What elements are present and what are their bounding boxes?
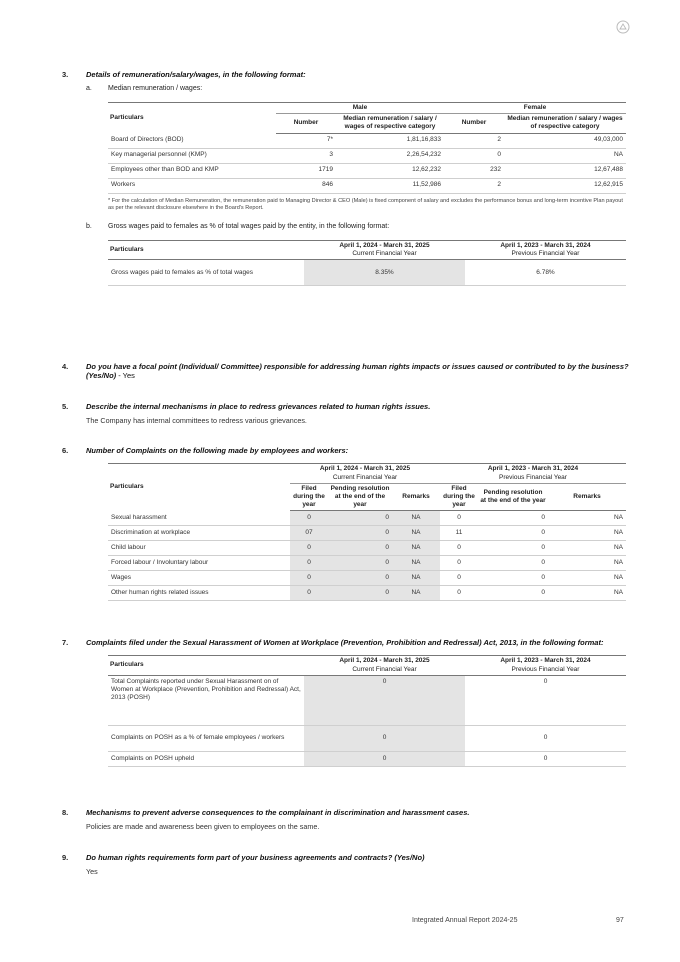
previous-fy-sub: Previous Financial Year bbox=[511, 250, 580, 258]
current-remarks: NA bbox=[392, 526, 440, 541]
current-filed: 0 bbox=[290, 511, 328, 526]
previous-filed: 0 bbox=[440, 541, 478, 556]
col-current-fy bbox=[290, 464, 440, 483]
question-number: 8. bbox=[62, 808, 69, 817]
sub-label: a. bbox=[86, 85, 92, 93]
current-filed: 0 bbox=[290, 541, 328, 556]
current-pending: 0 bbox=[328, 526, 392, 541]
female-number: 232 bbox=[444, 163, 504, 178]
current-filed: 0 bbox=[290, 556, 328, 571]
current-fy-sub: Current Financial Year bbox=[352, 250, 417, 258]
col-previous-fy bbox=[465, 656, 626, 675]
question-number: 7. bbox=[62, 638, 69, 647]
row-name: Key managerial personnel (KMP) bbox=[108, 148, 276, 163]
col-filed: Filed during the year bbox=[440, 483, 478, 510]
table-row bbox=[108, 148, 626, 163]
question-text bbox=[86, 362, 630, 381]
current-pending: 0 bbox=[328, 586, 392, 601]
col-pending: Pending resolution at the end of the year bbox=[478, 483, 548, 510]
previous-remarks: NA bbox=[548, 511, 626, 526]
current-fy-label: April 1, 2024 - March 31, 2025 bbox=[339, 241, 430, 249]
question-text: Describe the internal mechanisms in place to redress grievances related to human rights issues. bbox=[86, 402, 431, 411]
current-filed: 0 bbox=[290, 571, 328, 586]
previous-fy-sub: Previous Financial Year bbox=[499, 473, 567, 481]
col-previous-fy bbox=[440, 464, 626, 483]
female-number: 2 bbox=[444, 133, 504, 148]
table-row bbox=[108, 675, 626, 725]
previous-remarks: NA bbox=[548, 541, 626, 556]
current-fy-label: April 1, 2024 - March 31, 2025 bbox=[319, 465, 411, 473]
female-median: 49,03,000 bbox=[504, 133, 626, 148]
col-female-median: Median remuneration / salary / wages of respective category bbox=[504, 114, 626, 133]
section-7 bbox=[62, 638, 630, 767]
col-remarks: Remarks bbox=[548, 483, 626, 510]
row-name: Gross wages paid to females as % of total wages bbox=[108, 260, 304, 286]
question-number: 3. bbox=[62, 70, 69, 79]
table-row bbox=[108, 511, 626, 526]
col-male: Male bbox=[276, 103, 444, 114]
previous-filed: 0 bbox=[440, 586, 478, 601]
previous-filed: 11 bbox=[440, 526, 478, 541]
current-value: 0 bbox=[304, 725, 465, 751]
current-pending: 0 bbox=[328, 541, 392, 556]
question-body: Do you have a focal point (Individual/ Committee) responsible for addressing human rights impacts or issues caused or contributed to by the business? (Yes/No) bbox=[86, 362, 629, 381]
current-value: 0 bbox=[304, 675, 465, 725]
gross-wages-table bbox=[108, 240, 626, 286]
question-text: Number of Complaints on the following made by employees and workers: bbox=[86, 446, 349, 455]
sub-text: Median remuneration / wages: bbox=[108, 85, 203, 93]
table-row bbox=[108, 260, 626, 286]
section-8 bbox=[62, 808, 630, 831]
col-pending: Pending resolution at the end of the year bbox=[328, 483, 392, 510]
previous-pending: 0 bbox=[478, 541, 548, 556]
question-text: Mechanisms to prevent adverse consequences to the complainant in discrimination and harassment cases. bbox=[86, 808, 470, 817]
row-name: Board of Directors (BOD) bbox=[108, 133, 276, 148]
table-row bbox=[108, 556, 626, 571]
previous-pending: 0 bbox=[478, 526, 548, 541]
previous-remarks: NA bbox=[548, 526, 626, 541]
posh-complaints-table bbox=[108, 655, 626, 766]
previous-pending: 0 bbox=[478, 511, 548, 526]
row-name: Other human rights related issues bbox=[108, 586, 290, 601]
answer-text: The Company has internal committees to redress various grievances. bbox=[86, 416, 307, 426]
previous-pending: 0 bbox=[478, 586, 548, 601]
sub-text: Gross wages paid to females as % of total wages paid by the entity, in the following format: bbox=[108, 223, 390, 231]
female-median: 12,67,488 bbox=[504, 163, 626, 178]
current-filed: 07 bbox=[290, 526, 328, 541]
col-previous-fy bbox=[465, 240, 626, 259]
question-number: 9. bbox=[62, 853, 69, 862]
male-median: 2,26,54,232 bbox=[336, 148, 444, 163]
male-number: 1719 bbox=[276, 163, 336, 178]
section-6 bbox=[62, 446, 630, 601]
answer-text: Policies are made and awareness been given to employees on the same. bbox=[86, 822, 320, 832]
col-current-fy bbox=[304, 240, 465, 259]
current-value: 8.35% bbox=[304, 260, 465, 286]
question-number: 6. bbox=[62, 446, 69, 455]
previous-value: 0 bbox=[465, 751, 626, 766]
female-number: 0 bbox=[444, 148, 504, 163]
row-name: Complaints on POSH as a % of female employees / workers bbox=[108, 725, 304, 751]
previous-pending: 0 bbox=[478, 556, 548, 571]
previous-filed: 0 bbox=[440, 511, 478, 526]
col-particulars: Particulars bbox=[108, 103, 276, 133]
table-row bbox=[108, 526, 626, 541]
table-row bbox=[108, 178, 626, 193]
current-remarks: NA bbox=[392, 586, 440, 601]
current-remarks: NA bbox=[392, 556, 440, 571]
table-row bbox=[108, 133, 626, 148]
previous-fy-label: April 1, 2023 - March 31, 2024 bbox=[487, 465, 579, 473]
col-particulars: Particulars bbox=[108, 464, 290, 511]
subsection-a bbox=[86, 85, 630, 94]
col-particulars: Particulars bbox=[108, 656, 304, 675]
col-remarks: Remarks bbox=[392, 483, 440, 510]
previous-value: 0 bbox=[465, 675, 626, 725]
row-name: Child labour bbox=[108, 541, 290, 556]
answer-text: Yes bbox=[86, 867, 98, 877]
col-female: Female bbox=[444, 103, 626, 114]
table-row bbox=[108, 571, 626, 586]
female-number: 2 bbox=[444, 178, 504, 193]
question-number: 4. bbox=[62, 362, 69, 371]
col-current-fy bbox=[304, 656, 465, 675]
answer-text: - Yes bbox=[116, 371, 135, 381]
question-text: Complaints filed under the Sexual Harassment of Women at Workplace (Prevention, Prohibition and Redressal) Act, 2013, in the following format: bbox=[86, 638, 604, 647]
complaints-table bbox=[108, 463, 626, 601]
table-row bbox=[108, 541, 626, 556]
section-5 bbox=[62, 402, 630, 425]
previous-remarks: NA bbox=[548, 586, 626, 601]
col-male-number: Number bbox=[276, 114, 336, 133]
male-median: 11,52,986 bbox=[336, 178, 444, 193]
page-number: 97 bbox=[616, 917, 624, 924]
male-median: 12,62,232 bbox=[336, 163, 444, 178]
question-text: Details of remuneration/salary/wages, in the following format: bbox=[86, 70, 306, 79]
col-filed: Filed during the year bbox=[290, 483, 328, 510]
median-remuneration-table bbox=[108, 102, 626, 193]
male-number: 7* bbox=[276, 133, 336, 148]
table-footnote: * For the calculation of Median Remuneration, the remuneration paid to Managing Director & CEO (Male) is fixed component of salary and excludes the performance bonus and long-term incentive Plan payout as per the relevant disclosure elsewhere in the Board's Report. bbox=[108, 197, 623, 212]
col-female-number: Number bbox=[444, 114, 504, 133]
previous-remarks: NA bbox=[548, 571, 626, 586]
col-particulars: Particulars bbox=[108, 240, 304, 259]
row-name: Forced labour / Involuntary labour bbox=[108, 556, 290, 571]
previous-filed: 0 bbox=[440, 571, 478, 586]
col-male-median: Median remuneration / salary / wages of respective category bbox=[336, 114, 444, 133]
section-4 bbox=[62, 362, 630, 381]
previous-value: 0 bbox=[465, 725, 626, 751]
question-number: 5. bbox=[62, 402, 69, 411]
female-median: 12,62,915 bbox=[504, 178, 626, 193]
question-text: Do human rights requirements form part of your business agreements and contracts? (Yes/No) bbox=[86, 853, 425, 862]
current-filed: 0 bbox=[290, 586, 328, 601]
row-name: Complaints on POSH upheld bbox=[108, 751, 304, 766]
current-fy-sub: Current Financial Year bbox=[332, 473, 398, 481]
current-fy-sub: Current Financial Year bbox=[352, 665, 417, 673]
row-name: Discrimination at workplace bbox=[108, 526, 290, 541]
row-name: Sexual harassment bbox=[108, 511, 290, 526]
subsection-b bbox=[86, 223, 630, 232]
male-number: 846 bbox=[276, 178, 336, 193]
sub-label: b. bbox=[86, 223, 92, 231]
current-fy-label: April 1, 2024 - March 31, 2025 bbox=[339, 657, 430, 665]
current-pending: 0 bbox=[328, 511, 392, 526]
row-name: Total Complaints reported under Sexual Harassment on of Women at Workplace (Prevention, Prohibition and Redressal) Act, 2013 (POSH) bbox=[108, 675, 304, 725]
section-9 bbox=[62, 853, 630, 876]
current-remarks: NA bbox=[392, 511, 440, 526]
previous-fy-sub: Previous Financial Year bbox=[511, 665, 580, 673]
male-median: 1,81,16,833 bbox=[336, 133, 444, 148]
table-row bbox=[108, 751, 626, 766]
current-remarks: NA bbox=[392, 571, 440, 586]
previous-fy-label: April 1, 2023 - March 31, 2024 bbox=[500, 657, 591, 665]
previous-filed: 0 bbox=[440, 556, 478, 571]
previous-fy-label: April 1, 2023 - March 31, 2024 bbox=[500, 241, 591, 249]
row-name: Wages bbox=[108, 571, 290, 586]
current-pending: 0 bbox=[328, 571, 392, 586]
previous-value: 6.78% bbox=[465, 260, 626, 286]
current-pending: 0 bbox=[328, 556, 392, 571]
row-name: Workers bbox=[108, 178, 276, 193]
table-row bbox=[108, 163, 626, 178]
female-median: NA bbox=[504, 148, 626, 163]
table-row bbox=[108, 586, 626, 601]
male-number: 3 bbox=[276, 148, 336, 163]
previous-remarks: NA bbox=[548, 556, 626, 571]
table-row bbox=[108, 725, 626, 751]
footer-report-title: Integrated Annual Report 2024-25 bbox=[412, 917, 518, 924]
row-name: Employees other than BOD and KMP bbox=[108, 163, 276, 178]
company-logo-icon bbox=[616, 20, 630, 34]
current-value: 0 bbox=[304, 751, 465, 766]
previous-pending: 0 bbox=[478, 571, 548, 586]
section-3 bbox=[62, 70, 630, 286]
current-remarks: NA bbox=[392, 541, 440, 556]
